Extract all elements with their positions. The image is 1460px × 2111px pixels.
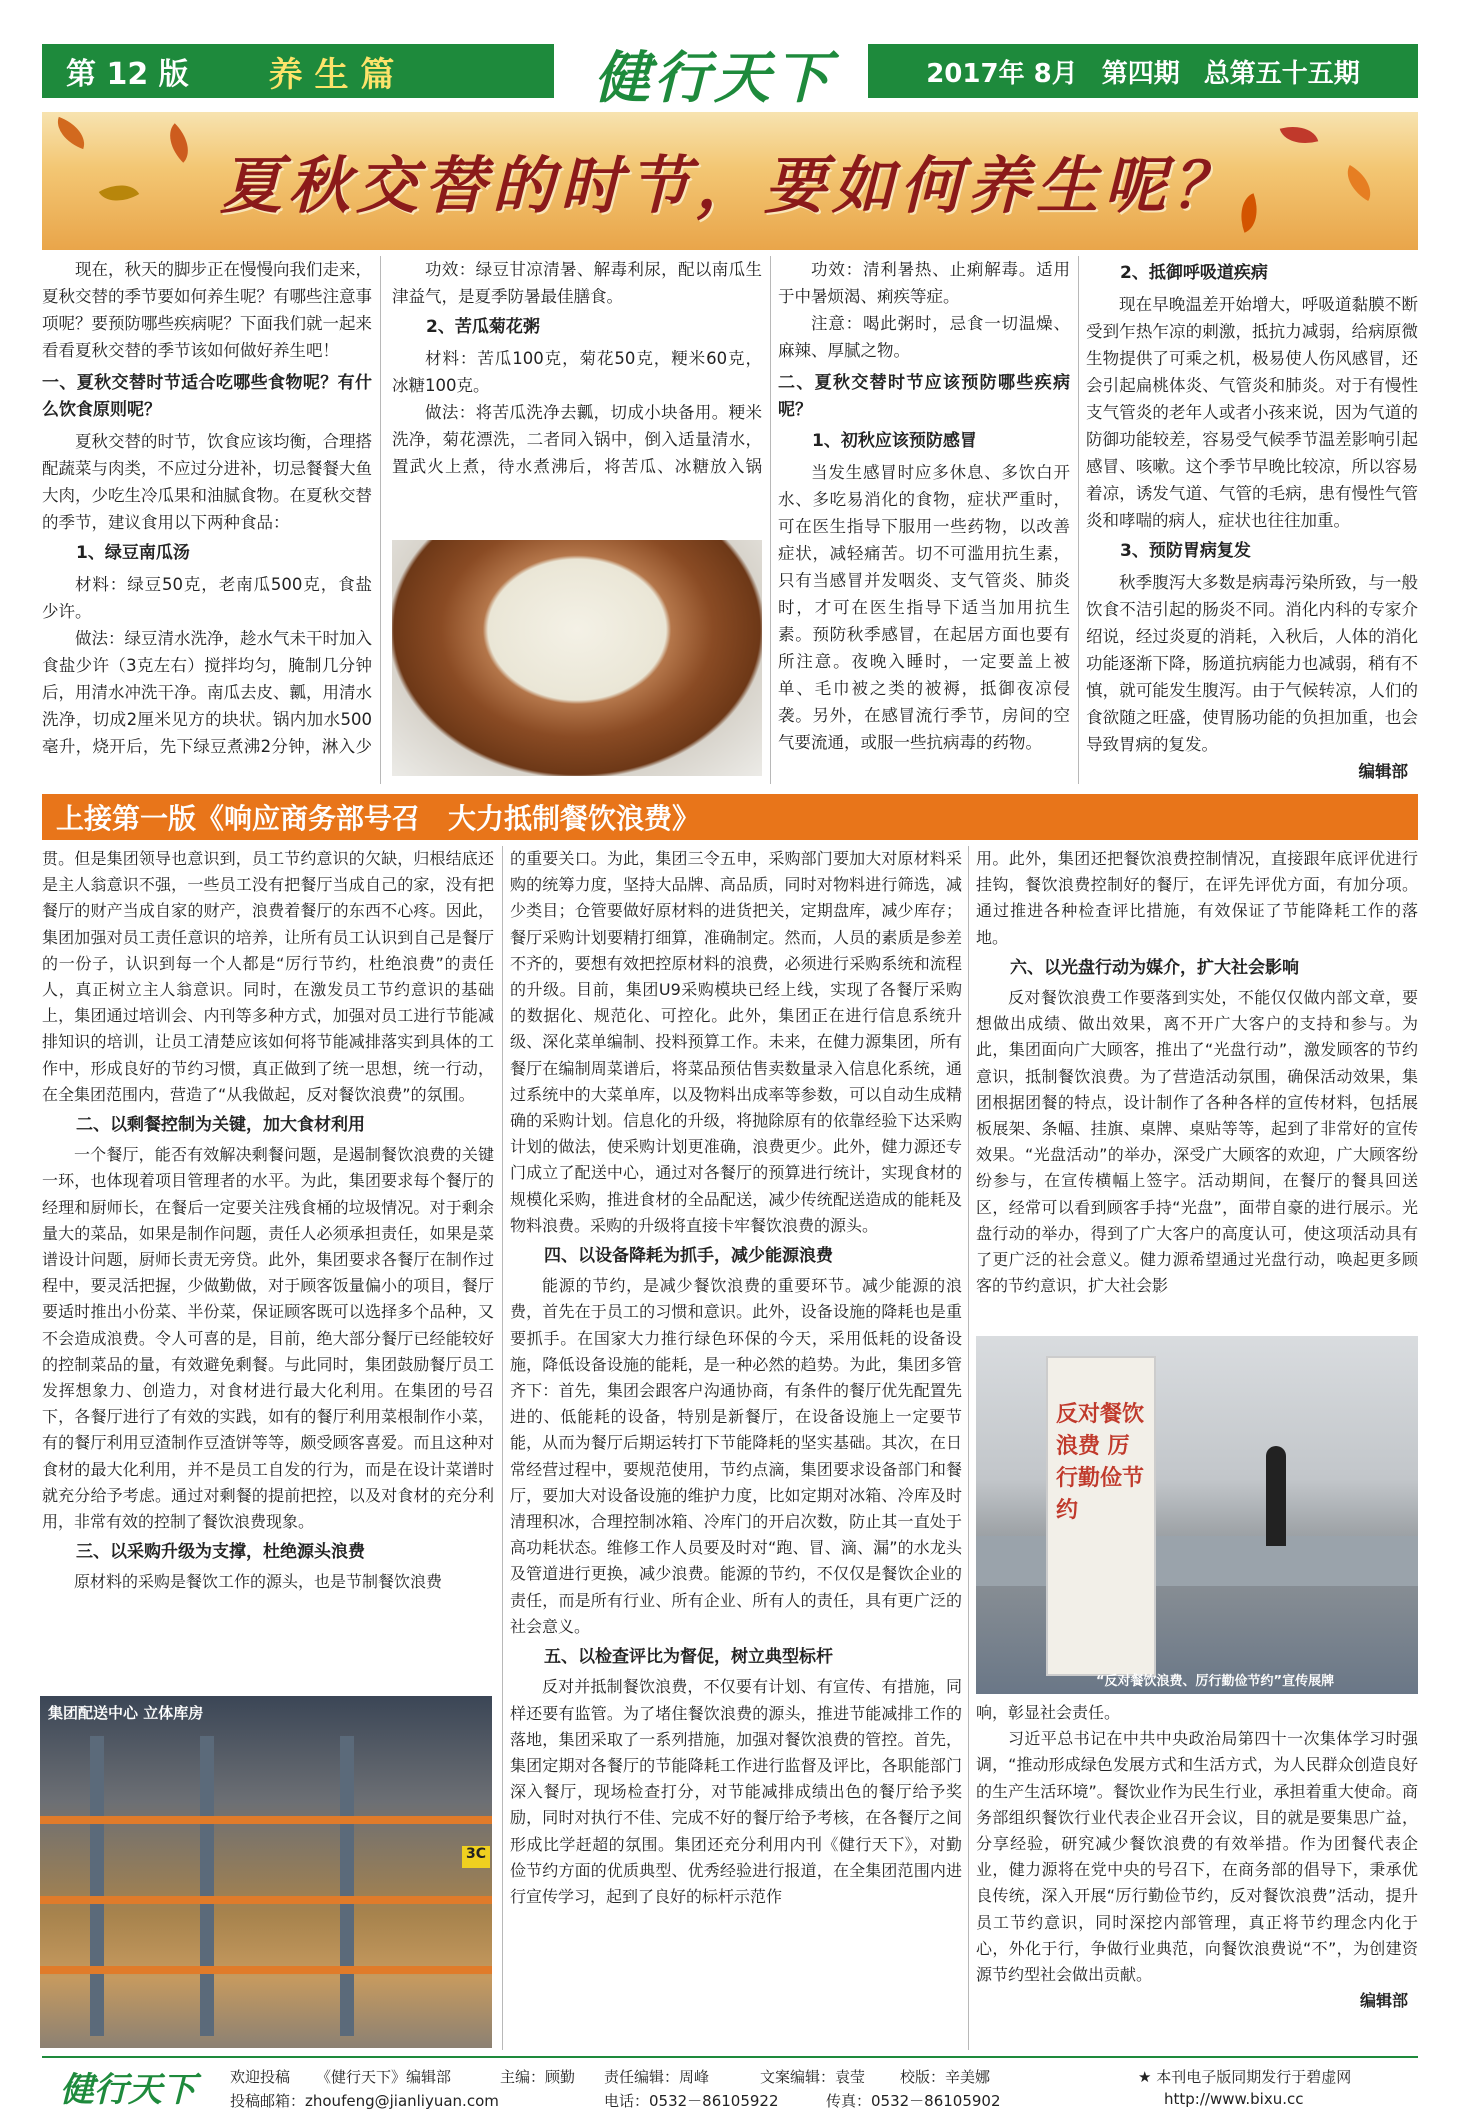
recipe1-effect: 功效：绿豆甘凉清暑、解毒利尿，配以南瓜生津益气，是夏季防暑最佳膳食。 xyxy=(392,260,762,306)
disease3-text: 秋季腹泻大多数是病毒污染所致，与一般饮食不洁引起的肠炎不同。消化内科的专家介绍说，经过炎夏的消耗，入秋后，人体的消化功能逐渐下降，肠道抗病能力也减弱，稍有不慎，就可能发生腹泻。由于气候转凉，人们的食欲随之旺盛，使胃肠功能的负担加重，也会导致胃病的复发。 xyxy=(1086,573,1418,754)
column-divider xyxy=(380,256,381,784)
continued-article-title: 上接第一版《响应商务部号召 大力抵制餐饮浪费》 xyxy=(42,794,1418,840)
article2-signature: 编辑部 xyxy=(1359,1991,1408,2011)
article1-col4 xyxy=(1086,256,1418,785)
column-divider xyxy=(1078,256,1079,784)
article2-heading-3: 三、以采购升级为支撑，杜绝源头浪费 xyxy=(76,1542,365,1563)
recipe1-title: 1、绿豆南瓜汤 xyxy=(76,543,190,563)
article2-heading-6: 六、以光盘行动为媒介，扩大社会影响 xyxy=(1010,957,1299,978)
article2-para: 贯。但是集团领导也意识到，员工节约意识的欠缺，归根结底还是主人翁意识不强，一些员工没有把餐厅当成自己的家，没有把餐厅的财产当成自家的财产，浪费着餐厅的东西不心疼。因此，集团加强对员工责任意识的培养，让所有员工认识到自己是餐厅的一份子，认识到每一个人都是“厉行节约，杜绝浪费”的责任人，真正树立主人翁意识。同时，在激发员工节约意识的基础上，集团通过培训会、内刊等多种方式，加强对员工进行节能减排知识的培训，让员工清楚应该如何将节能减排落实到具体的工作中，形成良好的节约习惯，真正做到了统一思想，统一行动，在全集团范围内，营造了“从我做起，反对餐饮浪费”的氛围。 xyxy=(42,849,494,1104)
column-divider xyxy=(502,846,503,2050)
recipe1-method: 做法：绿豆清水洗净，趁水气未干时加入食盐少许（3克左右）搅拌均匀，腌制几分钟后，用清水冲洗干净。南瓜去皮、瓤，用清水洗净，切成2厘米见方的块状。锅内加水500毫升，烧开后，先下绿豆煮沸2分钟，淋入少 xyxy=(42,629,372,756)
disease2-title: 2、抵御呼吸道疾病 xyxy=(1120,263,1268,283)
article2-para: 的重要关口。为此，集团三令五申，采购部门要加大对原材料采购的统筹力度，坚持大品牌、高品质，同时对物料进行筛选，减少类目；仓管要做好原材料的进货把关，定期盘库，减少库存；餐厅采购计划要精打细算，准确制定。然而，人员的素质是参差不齐的，要想有效把控原材料的浪费，必须进行采购系统和流程的升级。目前，集团U9采购模块已经上线，实现了各餐厅采购的数据化、规范化、可控化。此外，集团正在进行信息系统升级、深化菜单编制、投料预算工作。未来，在健力源集团，所有餐厅在编制周菜谱后，将菜品预估售卖数量录入信息化系统，通过系统中的大菜单库，以及物料出成率等参数，可以自动生成精确的采购计划。信息化的升级，将抛除原有的依靠经验下达采购计划的做法，使采购计划更准确，浪费更少。此外，健力源还专门成立了配送中心，通过对各餐厅的预算进行统计，实现食材的规模化采购，推进食材的全品配送，减少传统配送造成的能耗及物料浪费。采购的升级将直接卡牢餐饮浪费的源头。 xyxy=(510,849,962,1235)
banner-title: 夏秋交替的时节，要如何养生呢？ xyxy=(219,149,1240,222)
article1-col1 xyxy=(42,256,372,763)
disease3-title: 3、预防胃病复发 xyxy=(1120,541,1251,561)
article2-para: 用。此外，集团还把餐饮浪费控制情况，直接跟年底评优进行挂钩，餐饮浪费控制好的餐厅，在评先评优方面，有加分项。通过推进各种检查评比措施，有效保证了节能降耗工作的落地。 xyxy=(976,849,1418,947)
section-name: 养 生 篇 xyxy=(268,54,395,95)
article2-col1 xyxy=(42,846,494,1596)
issue-bar xyxy=(868,44,1418,98)
kitchen-photo xyxy=(976,1336,1418,1694)
article2-para: 原材料的采购是餐饮工作的源头，也是节制餐饮浪费 xyxy=(74,1572,443,1592)
autumn-banner xyxy=(42,112,1418,250)
footer-duty-editor: 责任编辑：周峰 xyxy=(604,2068,710,2086)
article2-heading-5: 五、以检查评比为督促，树立典型标杆 xyxy=(544,1647,833,1668)
footer-sync-note: ★ 本刊电子版同期发行于碧虚网 xyxy=(1138,2068,1352,2086)
footer-chief-editor: 主编：顾勤 xyxy=(500,2068,576,2086)
footer-welcome: 欢迎投稿 xyxy=(230,2068,291,2086)
article1-section1-text: 夏秋交替的时节，饮食应该均衡，合理搭配蔬菜与肉类，不应过分进补，切忌餐餐大鱼大肉，少吃生冷瓜果和油腻食物。在夏秋交替的季节，建议食用以下两种食品： xyxy=(42,432,372,532)
article2-para: 反对并抵制餐饮浪费，不仅要有计划、有宣传、有措施，同样还要有监管。为了堵住餐饮浪费的源头，推进节能减排工作的落地，集团采取了一系列措施，加强对餐饮浪费的管控。首先，集团定期对各餐厅的节能降耗工作进行监督及评比，各职能部门深入餐厅，现场检查打分，对节能减排成绩出色的餐厅给予奖励，同时对执行不佳、完成不好的餐厅给予考核，在各餐厅之间形成比学赶超的氛围。集团还充分利用内刊《健行天下》，对勤俭节约方面的优质典型、优秀经验进行报道，在全集团范围内进行宣传学习，起到了良好的标杆示范作 xyxy=(510,1677,962,1906)
poster-text: 反对餐饮浪费 厉行勤俭节约 xyxy=(1056,1401,1145,1523)
recipe2-title: 2、苦瓜菊花粥 xyxy=(426,317,540,337)
column-divider xyxy=(770,256,771,784)
article1-section1-title: 一、夏秋交替时节适合吃哪些食物呢？有什么饮食原则呢？ xyxy=(42,373,372,420)
article2-heading-4: 四、以设备降耗为抓手，减少能源浪费 xyxy=(544,1246,833,1267)
shelf-label: 3C xyxy=(462,1846,490,1868)
warehouse-photo xyxy=(40,1696,492,2048)
recipe1-materials: 材料：绿豆50克，老南瓜500克，食盐少许。 xyxy=(42,575,372,621)
recipe2-effect: 功效：清利暑热、止痢解毒。适用于中暑烦渴、痢疾等症。 xyxy=(778,260,1070,306)
issue-number: 第四期 xyxy=(1101,58,1180,89)
article1-col3 xyxy=(778,256,1070,756)
recipe2-note: 注意：喝此粥时，忌食一切温燥、麻辣、厚腻之物。 xyxy=(778,314,1070,360)
disease1-text: 当发生感冒时应多休息、多饮白开水、多吃易消化的食物，症状严重时，可在医生指导下服用一些药物，以改善症状，减轻痛苦。切不可滥用抗生素，只有当感冒并发咽炎、支气管炎、肺炎时，才可在医生指导下适当加用抗生素。预防秋季感冒，在起居方面也要有所注意。夜晚入睡时，一定要盖上被单、毛巾被之类的被褥，抵御夜凉侵袭。另外，在感冒流行季节，房间的空气要流通，或服一些抗病毒的药物。 xyxy=(778,463,1070,752)
recipe2-method: 做法：将苦瓜洗净去瓤，切成小块备用。粳米洗净，菊花漂洗，二者同入锅中，倒入适量清水，置武火上煮，待水煮沸后，将苦瓜、冰糖放入锅 xyxy=(392,403,762,476)
porridge-photo xyxy=(392,540,762,776)
issue-total: 总第五十五期 xyxy=(1203,58,1360,89)
article2-col2 xyxy=(510,846,962,1910)
poster-stand xyxy=(1046,1356,1156,1676)
edition-number: 第 12 版 xyxy=(66,57,189,92)
article1-col2 xyxy=(392,256,762,480)
article2-para: 习近平总书记在中共中央政治局第四十一次集体学习时强调，“推动形成绿色发展方式和生活方式，为人民群众创造良好的生产生活环境”。餐饮业作为民生行业，承担着重大使命。商务部组织餐饮行业代表企业召开会议，目的就是要集思广益，分享经验，研究减少餐饮浪费的有效举措。作为团餐代表企业，健力源将在党中央的号召下，在商务部的倡导下，秉承优良传统，深入开展“厉行勤俭节约，反对餐饮浪费”活动，提升员工节约意识，同时深挖内部管理，真正将节约理念内化于心，外化于行，争做行业典范，向餐饮浪费说“不”，为创建资源节约型社会做出贡献。 xyxy=(976,1729,1418,1985)
kitchen-caption: “反对餐饮浪费、厉行勤俭节约”宣传展牌 xyxy=(1096,1674,1335,1689)
footer-phone: 电话：0532－86105922 xyxy=(604,2092,779,2110)
issue-date: 2017年 8月 xyxy=(926,58,1078,89)
disease1-title: 1、初秋应该预防感冒 xyxy=(812,431,977,451)
column-divider xyxy=(968,846,969,2050)
article2-col3 xyxy=(976,846,1418,1299)
masthead-logo: 健行天下 xyxy=(594,45,834,111)
edition-bar xyxy=(42,44,554,98)
footer-divider xyxy=(42,2056,1418,2058)
footer-proofreader: 校版：辛美娜 xyxy=(900,2068,991,2086)
article1-intro: 现在，秋天的脚步正在慢慢向我们走来，夏秋交替的季节要如何养生呢？有哪些注意事项呢？要预防哪些疾病呢？下面我们就一起来看看夏秋交替的季节该如何做好养生吧！ xyxy=(42,260,372,360)
recipe2-materials: 材料：苦瓜100克，菊花50克，粳米60克，冰糖100克。 xyxy=(392,349,762,395)
footer-email[interactable]: 投稿邮箱：zhoufeng@jianliyuan.com xyxy=(230,2092,499,2110)
article2-para: 能源的节约，是减少餐饮浪费的重要环节。减少能源的浪费，首先在于员工的习惯和意识。此外，设备设施的降耗也是重要抓手。在国家大力推行绿色环保的今天，采用低耗的设备设施，降低设备设施的能耗，是一种必然的趋势。为此，集团多管齐下：首先，集团会跟客户沟通协商，有条件的餐厅优先配置先进的、低能耗的设备，特别是新餐厅，在设备设施上一定要节能，从而为餐厅后期运转打下节能降耗的坚实基础。其次，在日常经营过程中，要规范使用，节约点滴，集团要求设备部门和餐厅，要加大对设备设施的维护力度，比如定期对冰箱、冷库及时清理积冰，合理控制冰箱、冷库门的开启次数，防止其一直处于高功耗状态。维修工作人员要及时对“跑、冒、滴、漏”的水龙头及管道进行更换，减少浪费。能源的节约，不仅仅是餐饮企业的责任，而是所有行业、所有企业、所有人的责任，具有更广泛的社会意义。 xyxy=(510,1276,962,1636)
footer-dept: 《健行天下》编辑部 xyxy=(316,2068,452,2086)
footer-copy-editor: 文案编辑：袁莹 xyxy=(760,2068,866,2086)
article2-col3-bottom xyxy=(976,1700,1418,2014)
article2-heading-2: 二、以剩餐控制为关键，加大食材利用 xyxy=(76,1115,365,1136)
article1-signature: 编辑部 xyxy=(1358,762,1408,781)
warehouse-caption: 集团配送中心 立体库房 xyxy=(48,1704,204,1722)
disease2-text: 现在早晚温差开始增大，呼吸道黏膜不断受到乍热乍凉的刺激，抵抗力减弱，给病原微生物提供了可乘之机，极易使人伤风感冒，还会引起扁桃体炎、气管炎和肺炎。对于有慢性支气管炎的老年人或者小孩来说，因为气道的防御功能较差，容易受气候季节温差影响引起感冒、咳嗽。这个季节早晚比较凉，所以容易着凉，诱发气道、气管的毛病，患有慢性气管炎和哮喘的病人，症状也往往加重。 xyxy=(1086,295,1418,530)
article1-section2-title: 二、夏秋交替时节应该预防哪些疾病呢？ xyxy=(778,373,1070,420)
footer-fax: 传真：0532－86105902 xyxy=(826,2092,1001,2110)
footer-website-link[interactable]: http://www.bixu.cc xyxy=(1164,2090,1304,2108)
article2-para: 反对餐饮浪费工作要落到实处，不能仅仅做内部文章，要想做出成绩、做出效果，离不开广大客户的支持和参与。为此，集团面向广大顾客，推出了“光盘行动”，激发顾客的节约意识，抵制餐饮浪费。为了营造活动氛围，确保活动效果，集团根据团餐的特点，设计制作了各种各样的宣传材料，包括展板展架、条幅、挂旗、桌牌、桌贴等等，起到了非常好的宣传效果。“光盘活动”的举办，深受广大顾客的欢迎，广大顾客纷纷参与，在宣传横幅上签字。活动期间，在餐厅的餐具回送区，经常可以看到顾客手持“光盘”，面带自豪的进行展示。光盘行动的举办，得到了广大客户的高度认可，使这项活动具有了更广泛的社会意义。健力源希望通过光盘行动，唤起更多顾客的节约意识，扩大社会影 xyxy=(976,988,1418,1296)
article2-para: 响，彰显社会责任。 xyxy=(976,1703,1121,1722)
article2-para: 一个餐厅，能否有效解决剩餐问题，是遏制餐饮浪费的关键一环，也体现着项目管理者的水平。为此，集团要求每个餐厅的经理和厨师长，在餐后一定要关注残食桶的垃圾情况。对于剩余量大的菜品，如果是制作问题，责任人必须承担责任，如果是菜谱设计问题，厨师长责无旁贷。此外，集团要求各餐厅在制作过程中，要灵活把握，少做勤做，对于顾客饭量偏小的项目，餐厅要适时推出小份菜、半份菜，保证顾客既可以选择多个品种，又不会造成浪费。令人可喜的是，目前，绝大部分餐厅已经能较好的控制菜品的量，有效避免剩餐。与此同时，集团鼓励餐厅员工发挥想象力、创造力，对食材进行最大化利用。在集团的号召下，各餐厅进行了有效的实践，如有的餐厅利用菜根制作小菜，有的餐厅利用豆渣制作豆渣饼等等，颇受顾客喜爱。而且这种对食材的最大化利用，并不是员工自发的行为，而是在设计菜谱时就充分给予考虑。通过对剩餐的提前把控，以及对食材的充分利用，非常有效的控制了餐饮浪费现象。 xyxy=(42,1145,494,1532)
footer-logo: 健行天下 xyxy=(60,2070,196,2110)
